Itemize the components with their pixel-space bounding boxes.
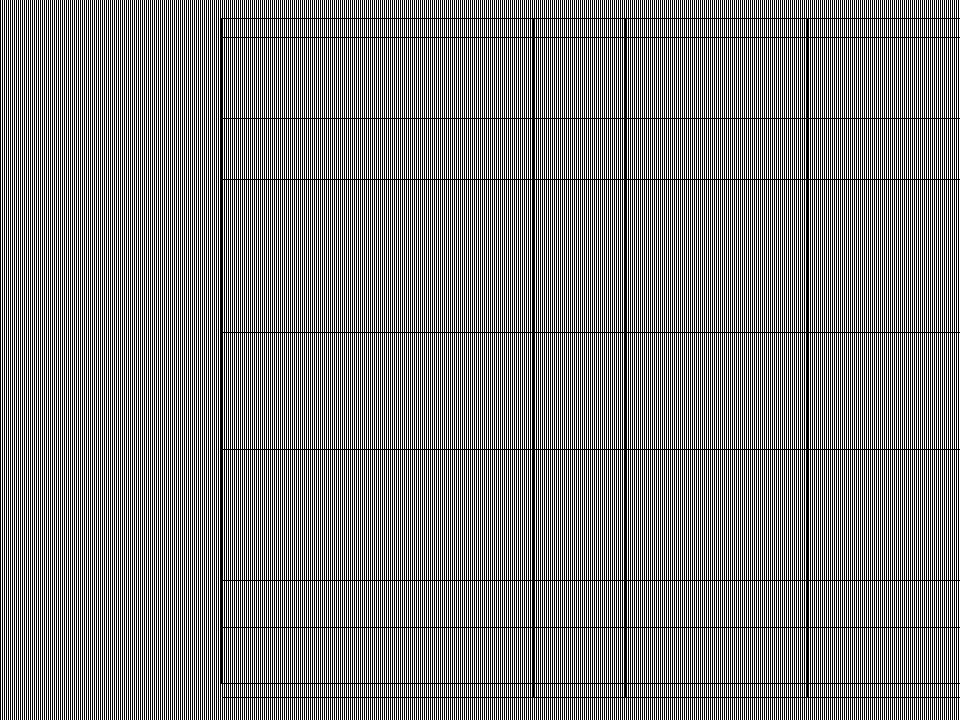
table-row[interactable] <box>223 581 960 628</box>
table-cell <box>626 180 807 333</box>
table-cell <box>807 38 960 119</box>
table-cell <box>807 581 960 628</box>
table-cell <box>223 38 533 119</box>
table-row[interactable] <box>223 628 960 698</box>
column-header-amount[interactable] <box>533 19 626 38</box>
table-cell <box>807 119 960 180</box>
table-row[interactable] <box>223 180 960 333</box>
table-cell <box>626 333 807 450</box>
column-header-description[interactable] <box>223 19 533 38</box>
table-cell <box>626 119 807 180</box>
data-table <box>221 18 960 684</box>
column-header-details[interactable] <box>807 19 960 38</box>
table-row[interactable] <box>223 333 960 450</box>
table-cell <box>533 333 626 450</box>
table-cell <box>626 581 807 628</box>
table-cell <box>533 450 626 581</box>
table-grid <box>223 19 960 698</box>
table-cell <box>533 119 626 180</box>
table-row[interactable] <box>223 38 960 119</box>
table-cell <box>223 119 533 180</box>
table-cell <box>223 450 533 581</box>
table-cell <box>807 180 960 333</box>
table-cell <box>223 581 533 628</box>
table-cell <box>807 628 960 698</box>
table-cell <box>533 581 626 628</box>
table-cell <box>223 333 533 450</box>
table-cell <box>223 180 533 333</box>
table-cell <box>626 628 807 698</box>
table-header-row <box>223 19 960 38</box>
table-cell <box>533 180 626 333</box>
table-cell <box>533 38 626 119</box>
table-cell <box>223 628 533 698</box>
table-row[interactable] <box>223 119 960 180</box>
table-cell <box>626 450 807 581</box>
table-cell <box>807 450 960 581</box>
table-cell <box>807 333 960 450</box>
table-cell <box>626 38 807 119</box>
column-header-status[interactable] <box>626 19 807 38</box>
table-cell <box>533 628 626 698</box>
table-row[interactable] <box>223 450 960 581</box>
